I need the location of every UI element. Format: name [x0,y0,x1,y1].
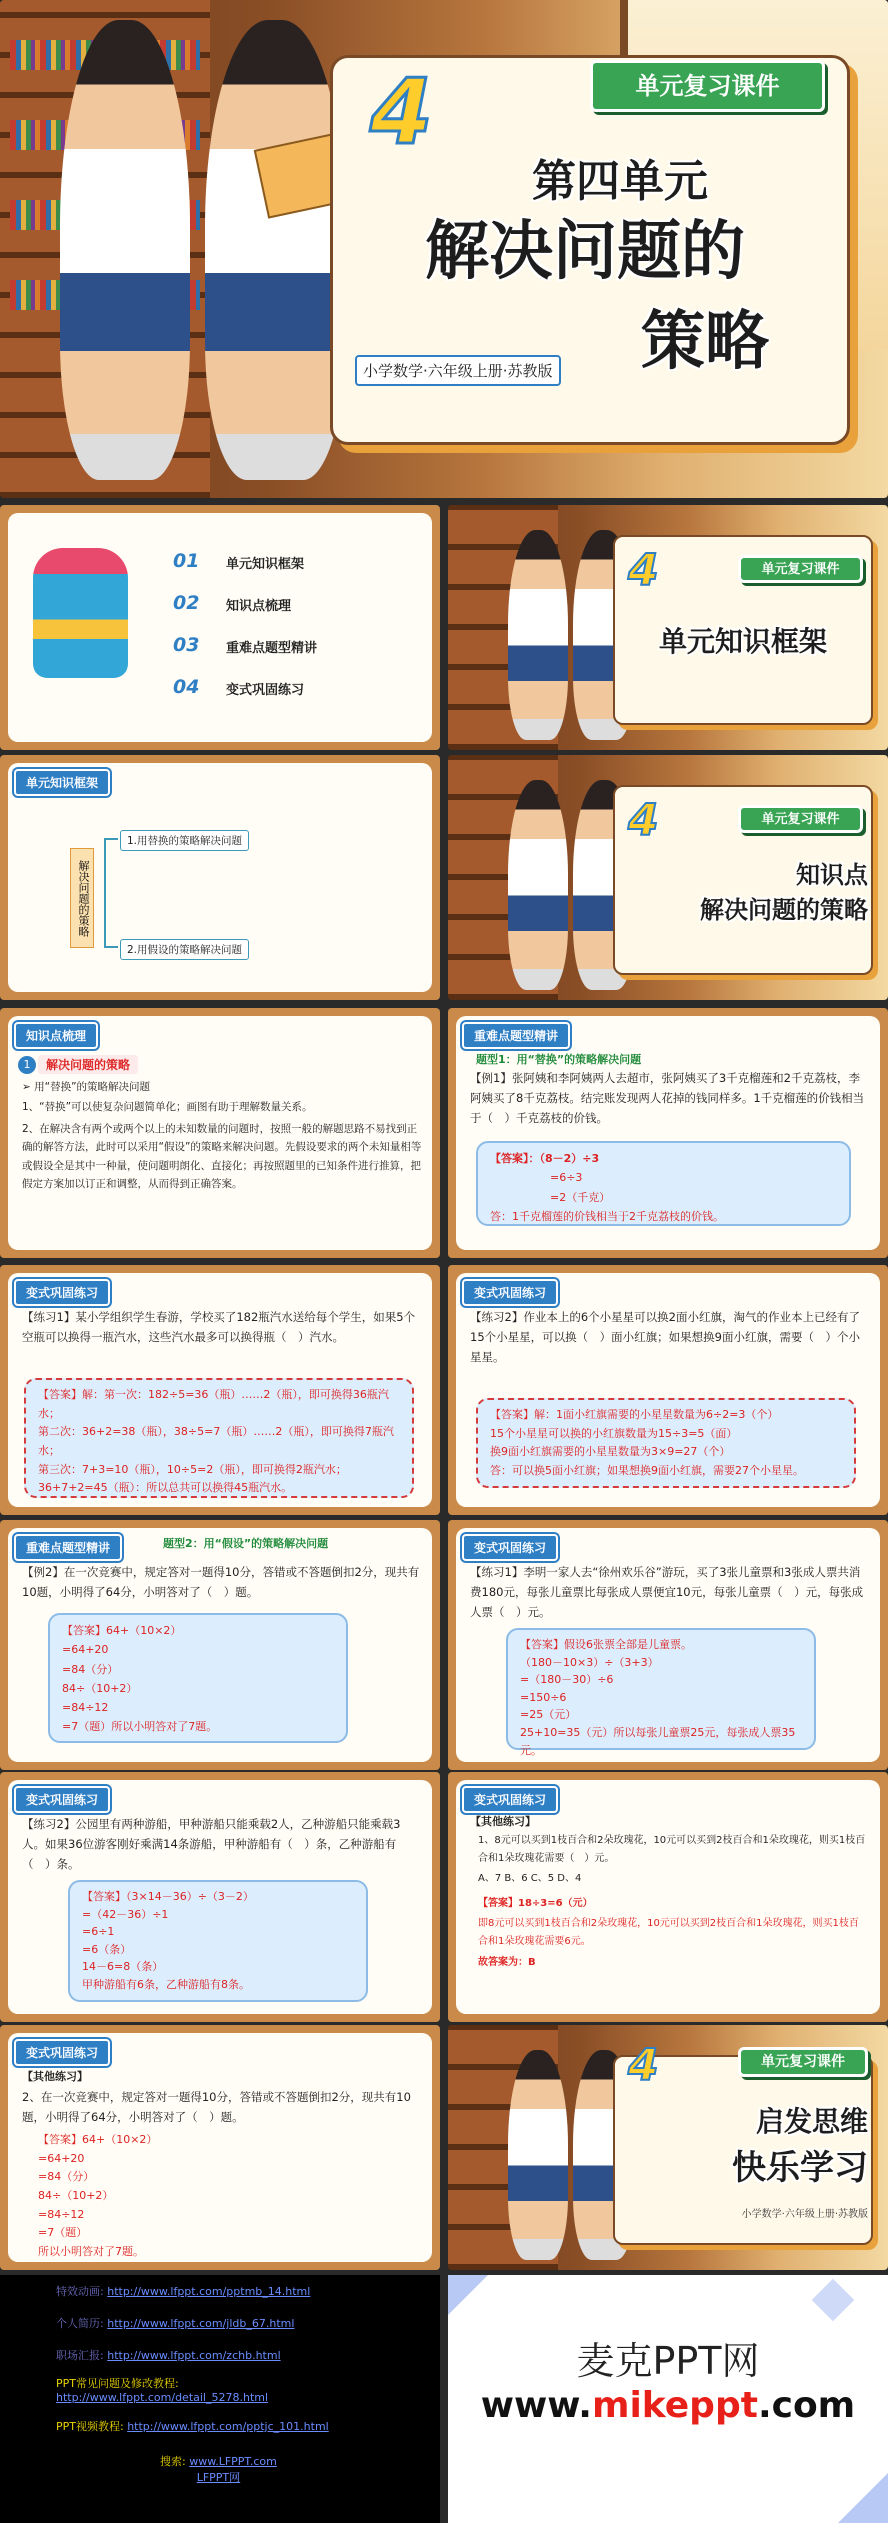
link-label: 特效动画: [56,2285,104,2298]
bracket-line [104,838,118,948]
section-title: 单元知识框架 [658,625,827,658]
answer-line: 【答案】64+（10×2） [62,1624,182,1637]
problem-type: 题型2：用“假设”的策略解决问题 [163,1537,329,1550]
answer-line: =（180－30）÷6 [520,1673,614,1687]
answer-line: =6÷3 [550,1171,583,1185]
exercise-options: A、7 B、6 C、5 D、4 [478,1873,582,1884]
knowledge-slide [0,1008,440,1258]
answer-line: 第三次：7+3=10（瓶），10÷5=2（瓶），即可换得2瓶汽水； [38,1462,347,1476]
boy-left-illustration [60,20,190,480]
brand-url-prefix: www. [480,2385,592,2426]
point-number: 1 [18,1056,36,1074]
cover-badge: 单元复习课件 [590,60,825,112]
answer-line: =（42－36）÷1 [82,1907,169,1921]
section-badge: 单元复习课件 [738,805,863,833]
link-report[interactable]: http://www.lfppt.com/zchb.html [107,2349,281,2362]
example-question: 【例2】在一次竞赛中，规定答对一题得10分，答错或不答题倒扣2分，现共有10题，小明得了64分，小明答对了（ ）题。 [22,1565,420,1600]
unit-number: 4 [628,545,659,596]
slide-tag: 重难点题型精讲 [462,1022,570,1049]
answer-line: 【答案】64+（10×2） [38,2133,158,2146]
framework-branch-1: 1.用替换的策略解决问题 [120,830,249,851]
answer-line: =64+20 [62,1643,109,1657]
brand-url-main: mikeppt [591,2385,758,2426]
exercise1-slide [0,1265,440,1515]
example1-slide [448,1008,888,1258]
knowledge-line-3: 2、在解决含有两个或两个以上的未知数量的问题时，按照一般的解题思路不易找到正确的解答方法，此时可以采用“假设”的策略来解决问题。先假设要求的两个未知量相等或假设全是其中一种量，使问题明朗化、直接化；再按照题里的已知条件进行推算，把假定方案加以订正和调整，从而得到正确答案。 [22,1123,422,1191]
brand-name: 麦克PPT网 [576,2339,760,2383]
unit-label: 第四单元 [532,156,708,207]
answer-final: 故答案为：B [478,1957,536,1968]
link-label: PPT常见问题及修改教程: [56,2377,179,2390]
toc-num-3: 03 [173,634,200,656]
deco-triangle [448,2275,488,2315]
framework-branch-2: 2.用假设的策略解决问题 [120,939,249,960]
unit-number: 4 [628,795,659,846]
cover-title-line2: 策略 [641,305,769,379]
end-slide [448,2025,888,2270]
slide-tag: 变式巩固练习 [462,1534,558,1561]
section-badge: 单元复习课件 [738,555,863,583]
answer-box [68,1880,368,2002]
exercise-question: 【练习2】公园里有两种游船，甲种游船只能乘载2人，乙种游船只能乘载3人。如果36位游客刚好乘满14条游船，甲种游船有（ ）条，乙种游船有（ ）条。 [22,1817,401,1872]
answer-line: =7（题）所以小明答对了7题。 [62,1720,218,1734]
link-row-4 [56,2375,268,2404]
link-search[interactable]: www.LFPPT.com [189,2455,277,2468]
answer-line: 答：可以换5面小红旗；如果想换9面小红旗，需要27个小星星。 [490,1464,804,1478]
answer-line: =2（千克） [550,1190,611,1204]
toc-item-1[interactable]: 单元知识框架 [226,557,305,572]
answer-line: 14－6=8（条） [82,1960,164,1974]
answer-box [48,1613,348,1743]
answer-line: =25（元） [520,1708,577,1722]
answer-line: 【答案】18÷3=6（元） [478,1898,593,1909]
backpack-illustration [33,548,128,678]
search-label: 搜索: [160,2455,186,2468]
toc-num-4: 04 [173,676,200,698]
answer-box [506,1628,816,1757]
slide-tag: 变式巩固练习 [14,1279,110,1306]
framework-root [70,848,94,948]
answer-line: 【答案】（3×14－36）÷（3－2） [82,1890,254,1903]
answer-line: 25+10=35（元）所以每张儿童票25元，每张成人票35元。 [520,1725,796,1757]
link-row-3 [56,2347,281,2363]
link-video[interactable]: http://www.lfppt.com/pptjc_101.html [127,2420,329,2433]
section-slide-framework [448,505,888,750]
answer-box [476,1141,851,1226]
link-brand[interactable]: LFPPT网 [196,2471,241,2484]
exercise-question: 2、在一次竞赛中，规定答对一题得10分，答错或不答题倒扣2分，现共有10题，小明得了64分，小明答对了（ ）题。 [22,2090,411,2125]
answer-line: =6（条） [82,1942,132,1956]
example-question: 【例1】张阿姨和李阿姨两人去超市，张阿姨买了3千克榴莲和2千克荔枝，李阿姨买了8千克荔枝。结完账发现两人花掉的钱同样多。1千克榴莲的价钱相当于（ ）千克荔枝的价钱。 [470,1071,865,1126]
answer-line: 换9面小红旗需要的小星星数量为3×9=27（个） [490,1445,731,1459]
brand-url[interactable] [448,2385,888,2426]
answer-explanation: 即8元可以买到1枝百合和2朵玫瑰花，10元可以买到2枝百合和1朵玫瑰花，则买1枝百合和1朵玫瑰花需要6元。 [478,1918,859,1947]
toc-item-4[interactable]: 变式巩固练习 [226,683,305,698]
answer-line: =84÷12 [38,2207,85,2221]
answer-line: 【答案】假设6张票全部是儿童票。 [520,1638,692,1651]
slide-tag: 知识点梳理 [14,1022,98,1049]
exercise3-slide [448,1520,888,1770]
toc-num-2: 02 [173,592,200,614]
brand-panel [448,2275,888,2523]
answer-line: 【答案】解：第一次：182÷5=36（瓶）……2（瓶），即可换得36瓶汽水； [38,1388,389,1420]
deco-triangle [812,2279,854,2321]
link-label: PPT视频教程: [56,2420,124,2433]
search-row [160,2453,277,2485]
boy-left-illustration [508,2050,568,2260]
exercise6-slide [0,2025,440,2270]
deco-triangle [838,2473,888,2523]
answer-line: =7（题） [38,2226,88,2240]
slide-tag: 变式巩固练习 [462,1786,558,1813]
point-heading: 解决问题的策略 [38,1055,138,1074]
answer-block [38,2131,157,2262]
end-badge: 单元复习课件 [738,2047,868,2077]
link-row-2 [56,2315,294,2331]
link-anim[interactable]: http://www.lfppt.com/pptmb_14.html [107,2285,311,2298]
exercise5-slide [448,1772,888,2022]
answer-line: 所以小明答对了7题。 [38,2245,144,2259]
knowledge-line-1: ➢ 用“替换”的策略解决问题 [22,1081,151,1093]
link-label: 个人简历: [56,2317,104,2330]
brand-url-suffix: .com [757,2385,856,2426]
link-resume[interactable]: http://www.lfppt.com/jldb_67.html [107,2317,295,2330]
example2-slide [0,1520,440,1770]
cover-slide [0,0,888,498]
slide-tag: 变式巩固练习 [14,1786,110,1813]
section-title-line1: 知识点 [796,861,868,889]
answer-line: 36+7+2=45（瓶）：所以总共可以换得45瓶汽水。 [38,1481,293,1495]
framework-root-text: 解决问题的策略 [77,859,90,937]
slide-tag: 变式巩固练习 [462,1279,558,1306]
end-subtitle: 小学数学·六年级上册·苏教版 [741,2209,868,2220]
slide-tag: 变式巩固练习 [14,2039,110,2066]
section-slide-knowledge [448,755,888,1000]
exercise-label: 【其他练习】 [22,2070,88,2083]
cover-title-line1: 解决问题的 [425,215,745,289]
exercise2-slide [448,1265,888,1515]
answer-line: （180－10×3）÷（3+3） [520,1655,659,1669]
answer-box [24,1378,414,1498]
answer-line: 甲种游船有6条，乙种游船有8条。 [82,1977,250,1991]
answer-line: 15个小星星可以换的小红旗数量为15÷3=5（面） [490,1426,738,1440]
links-panel [0,2275,440,2523]
toc-item-2[interactable]: 知识点梳理 [226,599,292,614]
knowledge-line-2: 1、“替换”可以使复杂问题简单化；画图有助于理解数量关系。 [22,1101,313,1113]
answer-line: 答：1千克榴莲的价钱相当于2千克荔枝的价钱。 [490,1209,724,1223]
answer-line: =6÷1 [82,1925,115,1939]
link-label: 职场汇报: [56,2349,104,2362]
toc-num-1: 01 [173,550,200,572]
answer-line: =84÷12 [62,1701,109,1714]
answer-line: 84÷（10+2） [62,1681,138,1695]
exercise-question: 【练习1】某小学组织学生春游，学校买了182瓶汽水送给每个学生，如果5个空瓶可以换得一瓶汽水，这些汽水最多可以换得瓶（ ）汽水。 [22,1310,416,1345]
answer-line: 第二次：36+2=38（瓶），38÷5=7（瓶）……2（瓶），即可换得7瓶汽水； [38,1425,394,1458]
answer-line: 84÷（10+2） [38,2189,114,2203]
toc-item-3[interactable]: 重难点题型精讲 [226,641,318,656]
boy-left-illustration [508,780,568,990]
answer-line: =84（分） [62,1662,119,1676]
problem-type: 题型1：用“替换”的策略解决问题 [476,1053,642,1066]
end-title-line2: 快乐学习 [732,2148,868,2188]
framework-slide [0,755,440,1000]
exercise4-slide [0,1772,440,2022]
exercise-question: 1、8元可以买到1枝百合和2朵玫瑰花，10元可以买到2枝百合和1朵玫瑰花，则买1枝百合和1朵玫瑰花需要（ ）元。 [478,1835,866,1864]
section-title-line2: 解决问题的策略 [700,896,868,924]
unit-number: 4 [370,60,433,165]
exercise-question: 【练习2】作业本上的6个小星星可以换2面小红旗，淘气的作业本上已经有了15个小星星，可以换（ ）面小红旗；如果想换9面小红旗，需要（ ）个小星星。 [470,1310,860,1365]
link-row-5 [56,2418,329,2434]
answer-line: =150÷6 [520,1690,567,1704]
end-title-line1: 启发思维 [755,2105,868,2138]
answer-line: 【答案】解：1面小红旗需要的小星星数量为6÷2=3（个） [490,1408,779,1421]
exercise-label: 【其他练习】 [470,1815,536,1828]
toc-slide [0,505,440,750]
answer-box [476,1398,856,1488]
boy-left-illustration [508,530,568,740]
slide-tag: 重难点题型精讲 [14,1534,122,1561]
unit-number: 4 [628,2040,659,2091]
link-row-1 [56,2283,310,2299]
cover-subtitle: 小学数学·六年级上册·苏教版 [355,355,561,386]
boy-right-illustration [205,20,345,480]
exercise-question: 【练习1】李明一家人去“徐州欢乐谷”游玩，买了3张儿童票和3张成人票共消费180元，每张儿童票比每张成人票便宜10元，每张儿童票（ ）元，每张成人票（ ）元。 [470,1565,864,1620]
answer-line: 【答案】：（8－2）÷3 [490,1152,600,1165]
slide-tag: 单元知识框架 [14,769,110,796]
link-faq[interactable]: http://www.lfppt.com/detail_5278.html [56,2391,269,2404]
answer-line: =64+20 [38,2151,85,2165]
answer-line: =84（分） [38,2170,95,2184]
